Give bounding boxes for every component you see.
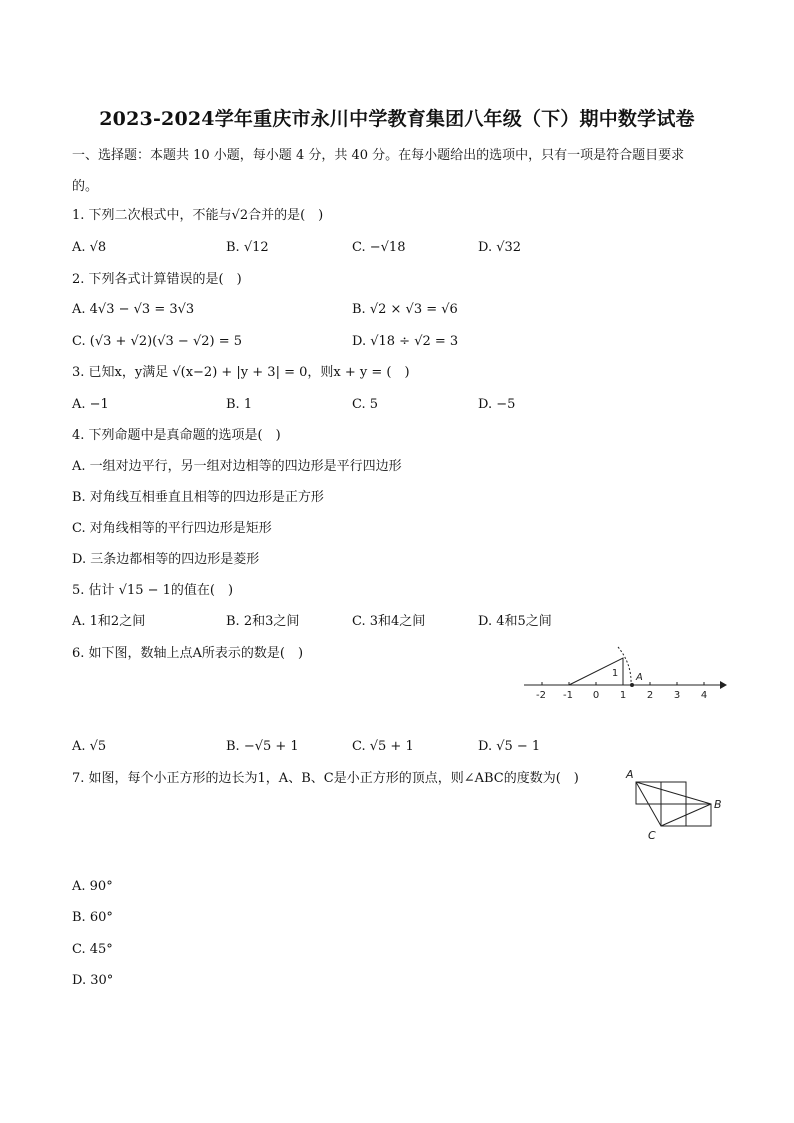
question-6-stem: 6. 如下图，数轴上点A所表示的数是( ) [72,646,304,661]
grid-triangle-figure [620,764,730,844]
compass-arc [618,647,631,685]
vertex-b-label: B [714,798,722,811]
question-3-option-a[interactable]: A. −1 [72,397,109,412]
question-2-option-b[interactable]: B. √2 × √3 = √6 [352,302,458,317]
question-2-option-a[interactable]: A. 4√3 − √3 = 3√3 [72,302,195,317]
number-line-figure [520,642,730,704]
question-3-option-b[interactable]: B. 1 [226,397,253,412]
question-7-option-a[interactable]: A. 90° [72,879,113,894]
grid-square [661,804,686,826]
question-6-option-b[interactable]: B. −√5 + 1 [226,739,299,754]
point-a [630,683,634,687]
question-4-option-a[interactable]: A. 一组对边平行，另一组对边相等的四边形是平行四边形 [72,459,402,474]
question-6-option-c[interactable]: C. √5 + 1 [352,739,414,754]
question-3-option-d[interactable]: D. −5 [478,397,516,412]
question-4-option-c[interactable]: C. 对角线相等的平行四边形是矩形 [72,521,272,536]
tick-label: -1 [563,690,573,701]
question-5-stem: 5. 估计 √15 − 1的值在( ) [72,583,234,598]
question-1-option-d[interactable]: D. √32 [478,240,522,255]
question-5-option-c[interactable]: C. 3和4之间 [352,614,426,629]
tick-label: 3 [673,690,681,701]
point-a-label: A [636,672,643,683]
tick-label: 4 [700,690,708,701]
tick-label: 1 [619,690,627,701]
question-2-stem: 2. 下列各式计算错误的是( ) [72,272,242,287]
question-1-option-c[interactable]: C. −√18 [352,240,406,255]
question-4-option-b[interactable]: B. 对角线互相垂直且相等的四边形是正方形 [72,490,324,505]
number-line-arrow [720,681,727,689]
question-6-option-d[interactable]: D. √5 − 1 [478,739,541,754]
question-3-stem: 3. 已知x，y满足 √(x−2) + |y + 3| = 0，则x + y = ( ) [72,365,410,380]
vertex-a-label: A [626,768,634,781]
question-5-option-a[interactable]: A. 1和2之间 [72,614,146,629]
vertex-c-label: C [648,829,656,842]
question-2-option-c[interactable]: C. (√3 + √2)(√3 − √2) = 5 [72,334,242,349]
question-4-stem: 4. 下列命题中是真命题的选项是( ) [72,428,281,443]
question-7-option-d[interactable]: D. 30° [72,973,114,988]
tick-label: 2 [646,690,654,701]
question-3-option-c[interactable]: C. 5 [352,397,379,412]
question-1-option-b[interactable]: B. √12 [226,240,269,255]
page-title: 2023-2024学年重庆市永川中学教育集团八年级（下）期中数学试卷 [99,108,695,130]
question-4-option-d[interactable]: D. 三条边都相等的四边形是菱形 [72,552,260,567]
question-2-option-d[interactable]: D. √18 ÷ √2 = 3 [352,334,459,349]
segment-ab [636,782,711,804]
grid-square [686,804,711,826]
question-5-option-d[interactable]: D. 4和5之间 [478,614,552,629]
section-instructions-line2: 的。 [72,179,99,194]
question-7-option-c[interactable]: C. 45° [72,942,113,957]
section-instructions-line1: 一、选择题：本题共 10 小题，每小题 4 分，共 40 分。在每小题给出的选项中，只有一项是符合题目要求 [72,148,685,163]
tick-label: -2 [536,690,546,701]
tick-label: 0 [592,690,600,701]
question-6-option-a[interactable]: A. √5 [72,739,107,754]
side-length-label: 1 [611,668,619,679]
question-5-option-b[interactable]: B. 2和3之间 [226,614,300,629]
question-7-stem: 7. 如图，每个小正方形的边长为1，A、B、C是小正方形的顶点，则∠ABC的度数为( ) [72,771,579,786]
question-1-option-a[interactable]: A. √8 [72,240,107,255]
question-1-stem: 1. 下列二次根式中，不能与√2合并的是( ) [72,208,324,223]
question-7-option-b[interactable]: B. 60° [72,910,113,925]
